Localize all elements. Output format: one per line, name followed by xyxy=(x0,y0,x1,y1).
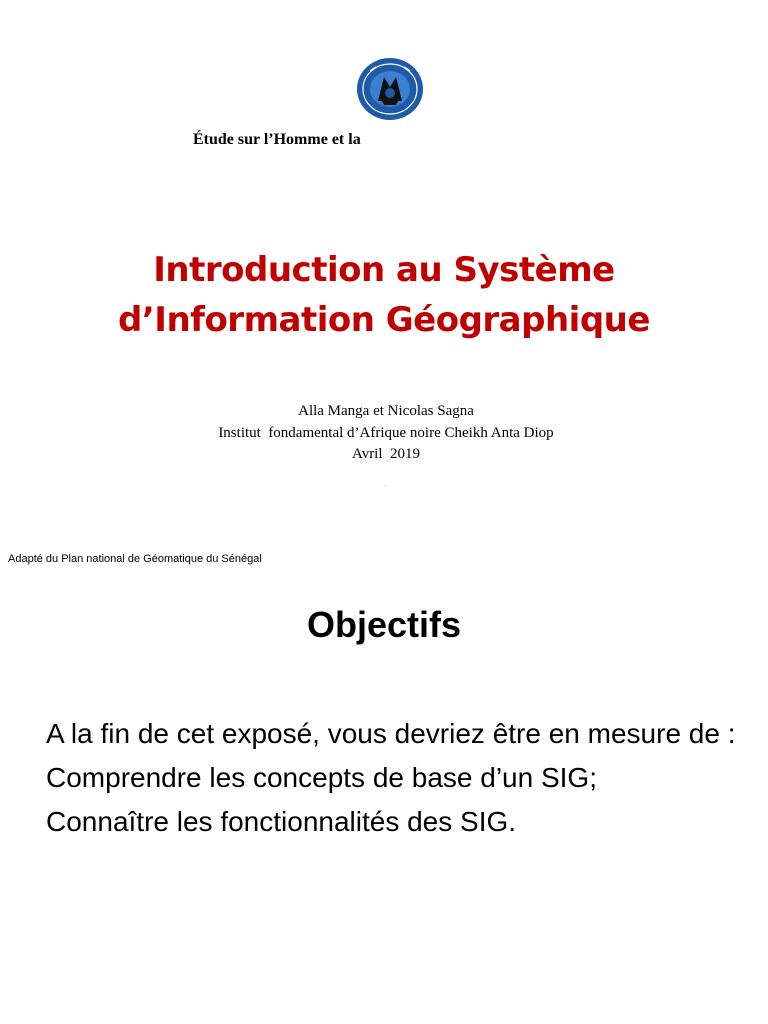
objectives-list xyxy=(46,714,746,844)
date: Avril 2019 xyxy=(351,446,421,462)
credits-block xyxy=(0,401,768,466)
institute-emblem-icon xyxy=(356,57,424,121)
stray-mark: ˎ xyxy=(384,481,386,487)
main-title-line2: d’Information Géographique xyxy=(118,300,650,340)
objective-item: Comprendre les concepts de base d’un SIG; xyxy=(46,762,597,793)
study-line: Étude sur l’Homme et la xyxy=(193,131,361,148)
objective-item: Connaître les fonctionnalités des SIG. xyxy=(46,806,517,837)
main-title xyxy=(0,245,768,345)
institution: Institut fondamental d’Afrique noire Cheikh Anta Diop xyxy=(218,424,554,441)
main-title-line1: Introduction au Système xyxy=(153,250,615,290)
objectives-heading: Objectifs xyxy=(306,604,462,645)
authors: Alla Manga et Nicolas Sagna xyxy=(298,403,474,419)
source-note: Adapté du Plan national de Géomatique du Sénégal xyxy=(8,553,262,565)
objectives-intro: A la fin de cet exposé, vous devriez être en mesure de : xyxy=(46,718,736,749)
